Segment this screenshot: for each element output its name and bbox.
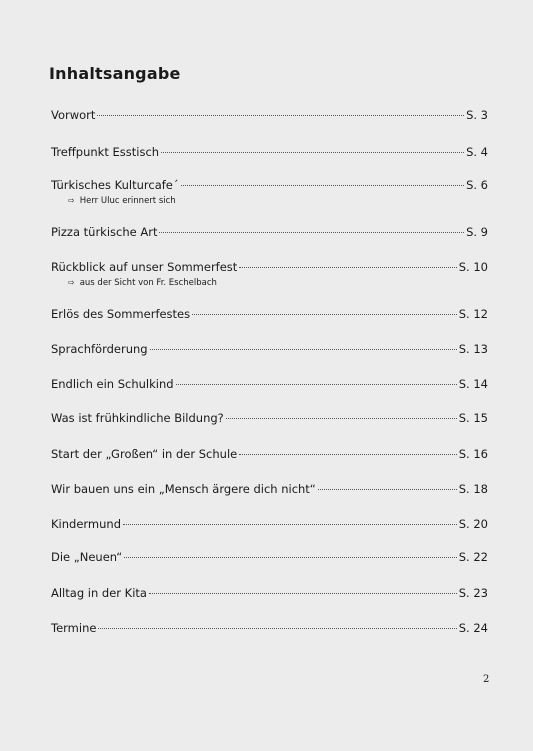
toc-entry-label: Start der „Großen“ in der Schule [51,447,238,461]
toc-entry [51,225,488,239]
toc-entry [51,178,488,192]
toc-entry-label: Termine [51,621,97,635]
toc-entry-page: S. 18 [458,482,488,496]
toc-entry [51,586,488,600]
page-title: Inhaltsangabe [49,64,181,83]
toc-entry [51,145,488,159]
toc-entry-page: S. 12 [458,307,488,321]
toc-entry-page: S. 9 [466,225,488,239]
toc-subentry [68,196,176,206]
toc-entry-page: S. 10 [458,260,488,274]
toc-entry-page: S. 22 [458,550,488,564]
toc-entry-label: Wir bauen uns ein „Mensch ärgere dich nicht“ [51,482,316,496]
page-number: 2 [483,674,490,685]
toc-entry-page: S. 13 [458,342,488,356]
toc-entry-label: Alltag in der Kita [51,586,147,600]
toc-entry-label: Erlös des Sommerfestes [51,307,191,321]
dot-leader [192,314,457,315]
toc-entry-label: Kindermund [51,517,122,531]
toc-entry-page: S. 6 [466,178,488,192]
toc-entry-label: Was ist frühkindliche Bildung? [51,411,224,425]
dot-leader [176,384,457,385]
toc-entry [51,307,488,321]
toc-entry-label: Treffpunkt Esstisch [51,145,160,159]
toc-subentry-label: aus der Sicht von Fr. Eschelbach [79,278,217,288]
toc-entry-page: S. 24 [458,621,488,635]
toc-entry-page: S. 20 [458,517,488,531]
dot-leader [150,349,457,350]
toc-entry [51,411,488,425]
dot-leader [161,152,464,153]
toc-entry [51,342,488,356]
toc-entry-page: S. 23 [458,586,488,600]
toc-entry [51,377,488,391]
dot-leader [123,524,457,525]
dot-leader [159,232,464,233]
toc-entry-label: Die „Neuen“ [51,550,123,564]
toc-entry-label: Endlich ein Schulkind [51,377,174,391]
arrow-right-icon: ⇨ [68,196,75,205]
toc-entry-label: Rückblick auf unser Sommerfest [51,260,238,274]
toc-entry [51,517,488,531]
toc-entry-page: S. 14 [458,377,488,391]
toc-entry-label: Vorwort [51,108,96,122]
toc-entry [51,260,488,274]
toc-entry-page: S. 15 [458,411,488,425]
dot-leader [226,418,457,419]
toc-entry [51,621,488,635]
toc-entry-label: Sprachförderung [51,342,148,356]
toc-entry-label: Türkisches Kulturcafe´ [51,178,179,192]
toc-entry-page: S. 16 [458,447,488,461]
dot-leader [97,115,464,116]
dot-leader [318,489,457,490]
dot-leader [239,267,456,268]
toc-entry-label: Pizza türkische Art [51,225,158,239]
toc-entry [51,108,488,122]
dot-leader [239,454,457,455]
dot-leader [149,593,457,594]
arrow-right-icon: ⇨ [68,278,75,287]
dot-leader [124,557,457,558]
dot-leader [98,628,456,629]
toc-subentry [68,278,217,288]
toc-entry [51,550,488,564]
toc-entry [51,482,488,496]
toc-entry [51,447,488,461]
toc-entry-page: S. 4 [466,145,488,159]
dot-leader [181,185,464,186]
toc-subentry-label: Herr Uluc erinnert sich [79,196,176,206]
toc-entry-page: S. 3 [466,108,488,122]
